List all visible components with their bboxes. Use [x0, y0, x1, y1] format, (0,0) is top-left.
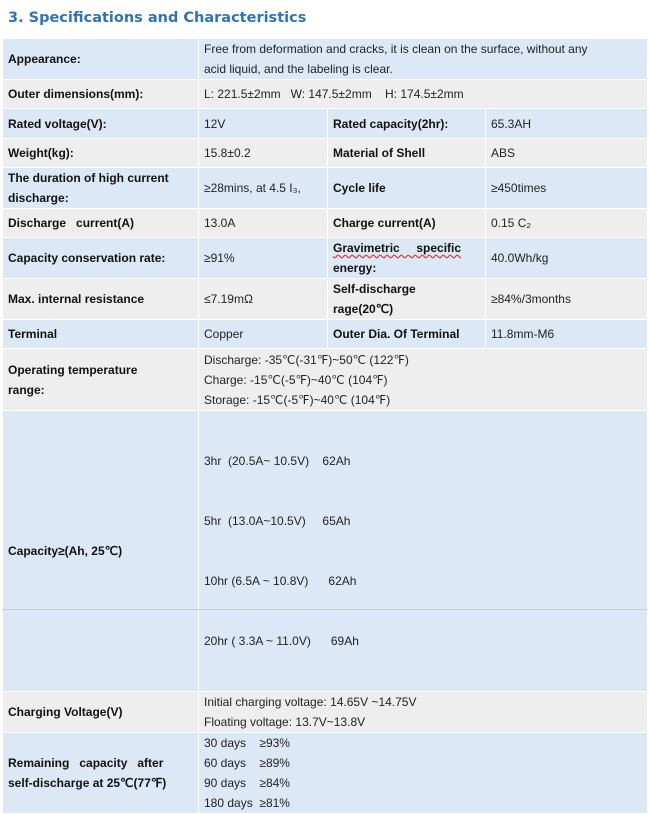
remaining-capacity-value — [199, 733, 648, 814]
capacity-line: 10hr (6.5A ~ 10.8V) 62Ah — [204, 574, 357, 588]
internal-resistance-label: Max. internal resistance — [3, 279, 199, 320]
table-row — [3, 320, 648, 349]
terminal-diameter-value: 11.8mm-M6 — [486, 320, 648, 349]
rated-capacity-label: Rated capacity(2hr): — [328, 109, 486, 139]
appearance-line: acid liquid, and the labeling is clear. — [204, 62, 393, 76]
discharge-current-value: 13.0A — [199, 209, 328, 238]
table-row — [3, 109, 648, 139]
operating-temp-label-line: range: — [8, 382, 45, 397]
self-discharge-label — [328, 279, 486, 320]
capacity-line: 5hr (13.0A~10.5V) 65Ah — [204, 514, 351, 528]
cycle-life-value: ≥450times — [486, 168, 648, 209]
high-current-label — [3, 168, 199, 209]
internal-resistance-value: ≤7.19mΩ — [199, 279, 328, 320]
operating-temp-line: Discharge: -35℃(-31℉)~50℃ (122℉) — [204, 352, 409, 367]
rated-voltage-label: Rated voltage(V): — [3, 109, 199, 139]
terminal-value: Copper — [199, 320, 328, 349]
high-current-label-line: The duration of high current — [8, 171, 169, 185]
table-row — [3, 139, 648, 168]
appearance-label: Appearance: — [3, 39, 199, 80]
charging-voltage-line: Initial charging voltage: 14.65V ~14.75V — [204, 695, 417, 709]
gravimetric-energy-label-line: Gravimetric specific — [333, 241, 462, 255]
capacity-line: 3hr (20.5A~ 10.5V) 62Ah — [204, 454, 351, 468]
gravimetric-energy-value: 40.0Wh/kg — [486, 238, 648, 279]
weight-value: 15.8±0.2 — [199, 139, 328, 168]
remaining-capacity-label — [3, 733, 199, 814]
weight-label: Weight(kg): — [3, 139, 199, 168]
remaining-capacity-line: 60 days ≥89% — [204, 756, 290, 770]
high-current-value: ≥28mins, at 4.5 I₃, — [199, 168, 328, 209]
appearance-value — [199, 39, 648, 80]
table-row — [3, 209, 648, 238]
operating-temp-line: Storage: -15℃(-5℉)~40℃ (104℉) — [204, 392, 391, 407]
shell-material-label: Material of Shell — [328, 139, 486, 168]
operating-temp-label-line: Operating temperature — [8, 362, 138, 377]
cycle-life-label: Cycle life — [328, 168, 486, 209]
operating-temp-line: Charge: -15℃(-5℉)~40℃ (104℉) — [204, 372, 388, 387]
table-row — [3, 238, 648, 279]
remaining-capacity-label-line: Remaining capacity after — [8, 756, 164, 770]
high-current-label-line: discharge: — [8, 191, 69, 205]
outer-dimensions-label: Outer dimensions(mm): — [3, 80, 199, 109]
capacity-conservation-value: ≥91% — [199, 238, 328, 279]
table-row — [3, 349, 648, 411]
terminal-diameter-label: Outer Dia. Of Terminal — [328, 320, 486, 349]
remaining-capacity-label-line: self-discharge at 25℃(77℉) — [8, 776, 167, 790]
rated-capacity-value: 65.3AH — [486, 109, 648, 139]
gravimetric-energy-label-line: energy: — [333, 261, 377, 275]
charging-voltage-label: Charging Voltage(V) — [3, 692, 199, 733]
self-discharge-label-line: Self-discharge — [333, 282, 416, 296]
table-bottom-rule — [2, 609, 647, 610]
appearance-line: Free from deformation and cracks, it is clean on the surface, without any — [204, 42, 588, 56]
outer-dimensions-value: L: 221.5±2mm W: 147.5±2mm H: 174.5±2mm — [199, 80, 648, 109]
table-row — [3, 733, 648, 814]
terminal-label: Terminal — [3, 320, 199, 349]
rated-voltage-value: 12V — [199, 109, 328, 139]
table-row — [3, 80, 648, 109]
table-row — [3, 411, 648, 692]
capacity-line: 20hr ( 3.3A ~ 11.0V) 69Ah — [204, 634, 359, 648]
operating-temp-value — [199, 349, 648, 411]
remaining-capacity-line: 30 days ≥93% — [204, 736, 290, 750]
section-title: 3. Specifications and Characteristics — [8, 10, 307, 26]
remaining-capacity-line: 90 days ≥84% — [204, 776, 290, 790]
charging-voltage-line: Floating voltage: 13.7V~13.8V — [204, 715, 366, 729]
self-discharge-label-line: rage(20℃) — [333, 302, 394, 316]
remaining-capacity-line: 180 days ≥81% — [204, 796, 290, 810]
gravimetric-energy-label — [328, 238, 486, 279]
operating-temp-label — [3, 349, 199, 411]
discharge-current-label: Discharge current(A) — [3, 209, 199, 238]
charging-voltage-value — [199, 692, 648, 733]
self-discharge-value: ≥84%/3months — [486, 279, 648, 320]
shell-material-value: ABS — [486, 139, 648, 168]
table-row — [3, 279, 648, 320]
capacity-conservation-label: Capacity conservation rate: — [3, 238, 199, 279]
table-row — [3, 168, 648, 209]
charge-current-label: Charge current(A) — [328, 209, 486, 238]
table-row — [3, 692, 648, 733]
capacity-value — [199, 411, 648, 692]
table-row — [3, 39, 648, 80]
capacity-label: Capacity≥(Ah, 25℃) — [3, 411, 199, 692]
charge-current-value: 0.15 C₂ — [486, 209, 648, 238]
specifications-table — [2, 38, 648, 814]
